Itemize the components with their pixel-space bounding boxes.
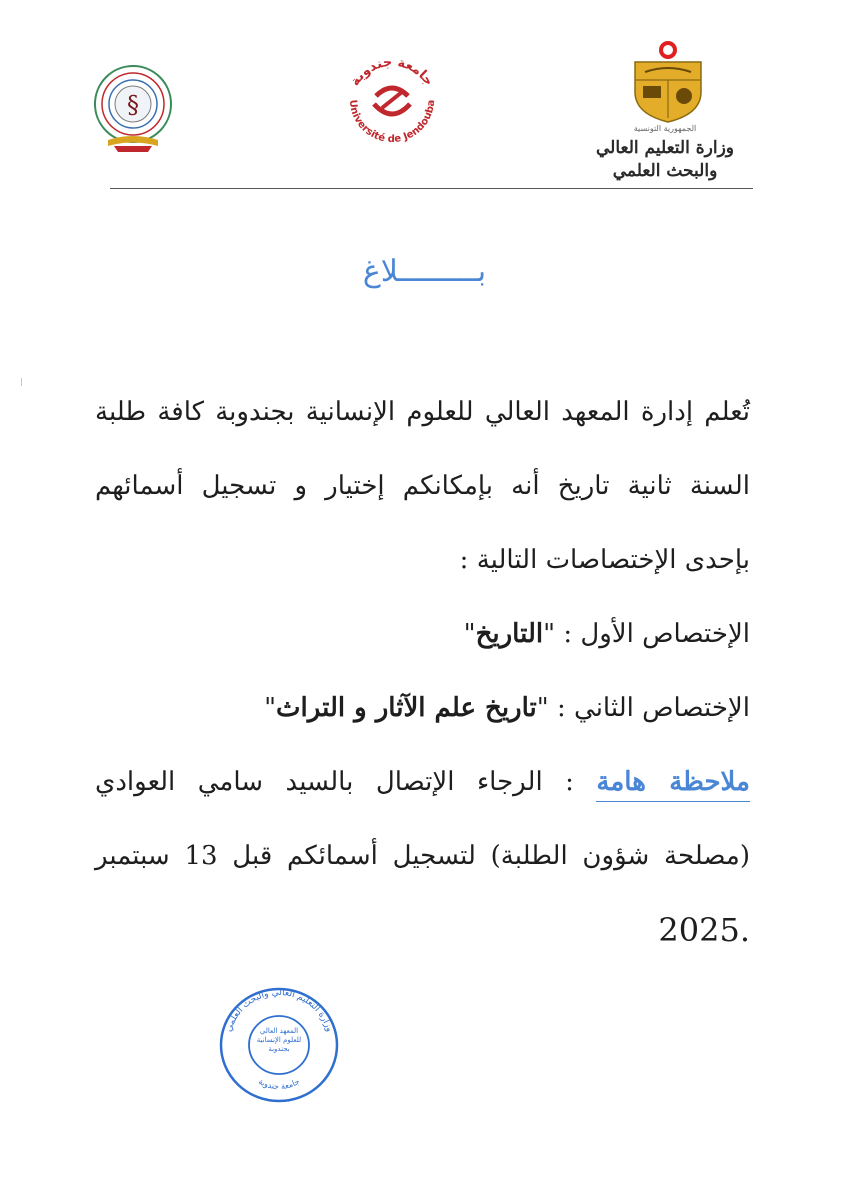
- body-line-1: تُعلم إدارة المعهد العالي للعلوم الإنسانية بجندوبة كافة طلبة: [95, 397, 750, 427]
- ministry-line-2: والبحث العلمي: [612, 161, 718, 181]
- specialty-2: [95, 671, 750, 745]
- specialty-2-label: الإختصاص الثاني : ": [536, 693, 750, 723]
- specialty-1-quote: ": [463, 619, 476, 649]
- deadline-year: .2025: [658, 911, 750, 949]
- svg-text:Université de Jendouba: [347, 99, 437, 145]
- specialty-1: [95, 597, 750, 671]
- svg-text:جامعة جندوبة: [348, 55, 436, 89]
- scan-mark: [21, 378, 22, 386]
- republic-label: الجمهورية التونسية: [633, 124, 697, 133]
- specialty-1-name: التاريخ: [475, 619, 544, 649]
- ministry-name: [575, 124, 755, 183]
- stamp-outer-text: وزارة التعليم العالي والبحث العلمي: [223, 987, 335, 1034]
- specialty-2-name: تاريخ علم الآثار و التراث: [276, 693, 537, 723]
- institute-logo: [78, 58, 188, 158]
- specialty-1-label: الإختصاص الأول : ": [543, 619, 750, 649]
- note-label: ملاحظة هامة: [596, 767, 750, 802]
- university-latin-name: Université de Jendouba: [346, 99, 438, 146]
- announcement-title: بـــــــــلاغ: [362, 254, 487, 289]
- specialty-2-quote: ": [264, 693, 277, 723]
- tunisia-emblem-icon: [575, 40, 755, 124]
- official-stamp: [214, 985, 344, 1105]
- body-line-2: السنة ثانية تاريخ أنه بإمكانكم إختيار و تسجيل أسمائهم: [95, 471, 750, 501]
- svg-text:جامعة جندوبة: [257, 1077, 301, 1091]
- stamp-bottom-text: جامعة جندوبة: [256, 1076, 302, 1092]
- note-text: : الرجاء الإتصال بالسيد سامي العوادي: [95, 767, 597, 797]
- announcement-body: [95, 375, 750, 967]
- note-line: [95, 745, 750, 819]
- university-arabic-name: جامعة جندوبة: [347, 54, 437, 89]
- body-line-3: بإحدى الإختصاصات التالية :: [459, 545, 750, 575]
- contact-line: (مصلحة شؤون الطلبة) لتسجيل أسمائكم قبل 13 سبتمبر: [95, 841, 750, 871]
- letterhead: [0, 0, 849, 200]
- header-divider: [110, 188, 753, 189]
- university-logo: [336, 48, 448, 163]
- ministry-logo: [575, 40, 755, 185]
- year-line: [95, 893, 750, 967]
- ministry-line-1: وزارة التعليم العالي: [595, 138, 735, 158]
- svg-text:§: §: [127, 91, 139, 119]
- stamp-inner-text: المعهد العالي للعلوم الإنسانية بجندوبة: [256, 1027, 302, 1053]
